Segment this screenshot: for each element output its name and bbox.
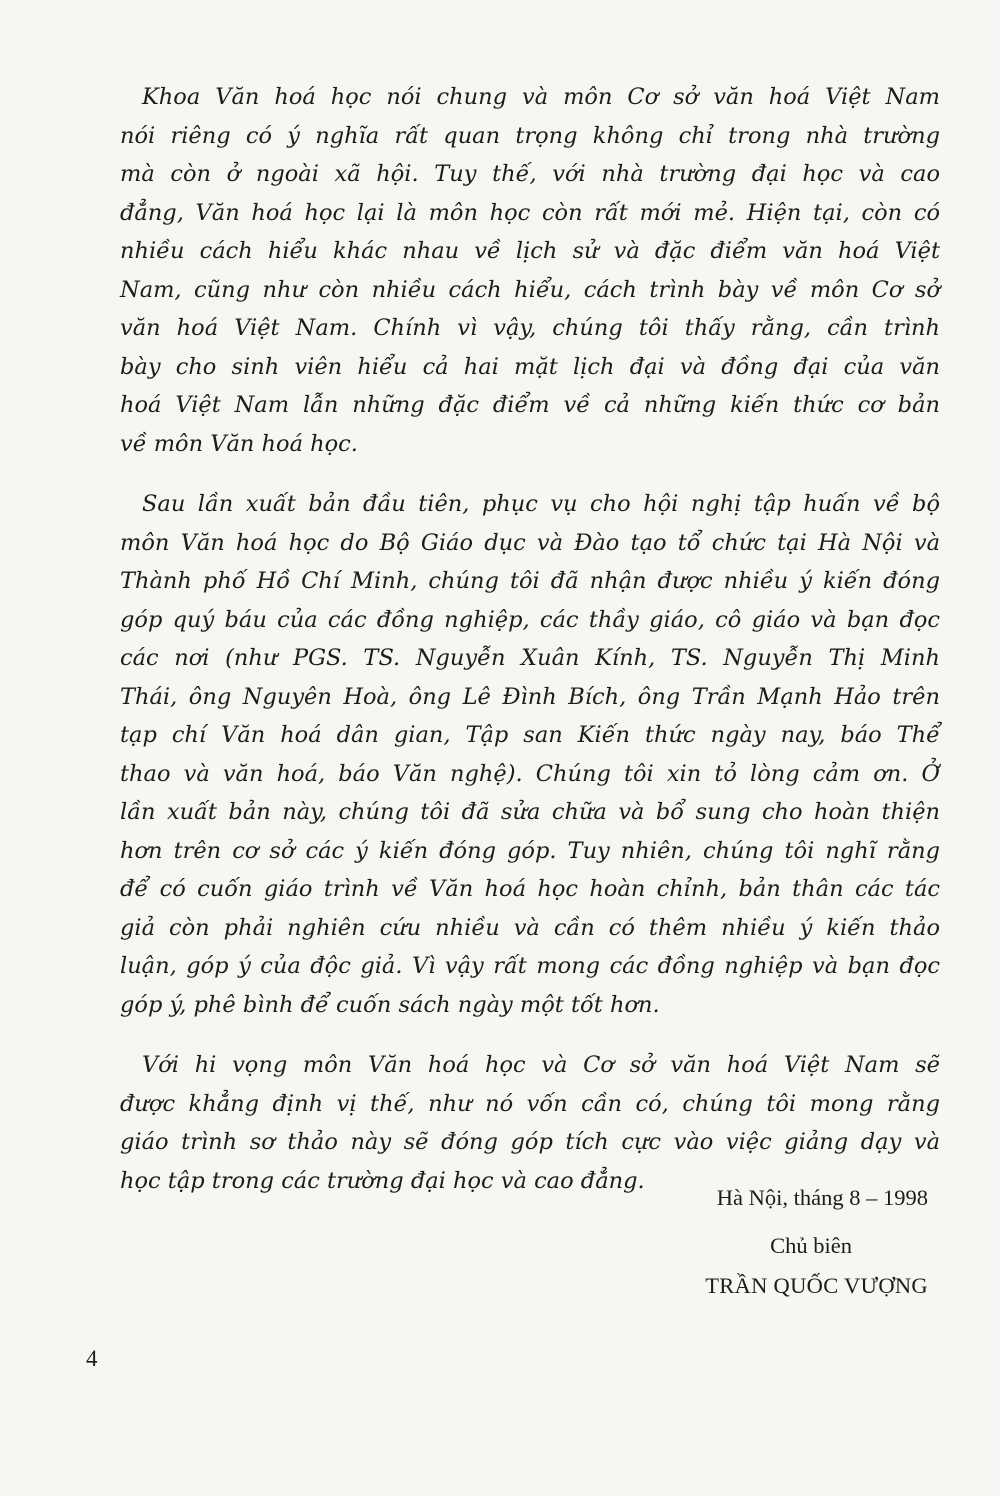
text-line: về môn Văn hoá học. xyxy=(120,430,358,457)
text-line: môn Văn hoá học do Bộ Giáo dục và Đào tạo tổ chức tại Hà Nội và xyxy=(120,529,940,556)
text-line: hoá Việt Nam lẫn những đặc điểm về cả những kiến thức cơ bản xyxy=(120,392,940,418)
paragraph-3 xyxy=(120,1046,940,1200)
signoff-role: Chủ biên xyxy=(770,1233,852,1258)
text-line: các nơi (như PGS. TS. Nguyễn Xuân Kính, TS. Nguyễn Thị Minh xyxy=(120,645,940,671)
text-line: giáo trình sơ thảo này sẽ đóng góp tích cực vào việc giảng dạy và xyxy=(120,1129,940,1155)
text-line: nói riêng có ý nghĩa rất quan trọng không chỉ trong nhà trường xyxy=(120,122,940,149)
text-line: Nam, cũng như còn nhiều cách hiểu, cách trình bày về môn Cơ sở xyxy=(120,276,940,303)
text-line: góp ý, phê bình để cuốn sách ngày một tốt hơn. xyxy=(120,991,660,1018)
text-line: Khoa Văn hoá học nói chung và môn Cơ sở văn hoá Việt Nam xyxy=(142,84,940,110)
text-line: luận, góp ý của độc giả. Vì vậy rất mong các đồng nghiệp và bạn đọc xyxy=(120,953,940,979)
text-line: Thái, ông Nguyên Hoà, ông Lê Đình Bích, ông Trần Mạnh Hảo trên xyxy=(120,683,940,710)
text-line: bày cho sinh viên hiểu cả hai mặt lịch đại và đồng đại của văn xyxy=(120,353,940,380)
text-line: thao và văn hoá, báo Văn nghệ). Chúng tôi xin tỏ lòng cảm ơn. Ở xyxy=(120,760,940,787)
text-line: mà còn ở ngoài xã hội. Tuy thế, với nhà trường đại học và cao xyxy=(120,161,940,187)
text-line: giả còn phải nghiên cứu nhiều và cần có thêm nhiều ý kiến thảo xyxy=(120,914,940,941)
text-line: hơn trên cơ sở các ý kiến đóng góp. Tuy nhiên, chúng tôi nghĩ rằng xyxy=(120,837,940,864)
text-line: Thành phố Hồ Chí Minh, chúng tôi đã nhận được nhiều ý kiến đóng xyxy=(120,568,940,594)
paragraph-1 xyxy=(120,78,940,463)
text-line: đẳng, Văn hoá học lại là môn học còn rất mới mẻ. Hiện tại, còn có xyxy=(120,199,940,226)
text-line: lần xuất bản này, chúng tôi đã sửa chữa và bổ sung cho hoàn thiện xyxy=(120,799,940,825)
signoff-author: TRẦN QUỐC VƯỢNG xyxy=(705,1273,928,1298)
text-line: để có cuốn giáo trình về Văn hoá học hoàn chỉnh, bản thân các tác xyxy=(120,876,940,902)
text-line: Với hi vọng môn Văn hoá học và Cơ sở văn hoá Việt Nam sẽ xyxy=(142,1052,940,1078)
page-number: 4 xyxy=(86,1346,98,1371)
body-text xyxy=(120,78,940,1222)
text-line: văn hoá Việt Nam. Chính vì vậy, chúng tôi thấy rằng, cần trình xyxy=(120,315,940,341)
text-line: tạp chí Văn hoá dân gian, Tập san Kiến thức ngày nay, báo Thể xyxy=(120,722,940,748)
paragraph-2 xyxy=(120,485,940,1024)
text-line: được khẳng định vị thế, như nó vốn cần có, chúng tôi mong rằng xyxy=(120,1090,940,1117)
signoff-date: Hà Nội, tháng 8 – 1998 xyxy=(716,1185,928,1210)
text-line: nhiều cách hiểu khác nhau về lịch sử và đặc điểm văn hoá Việt xyxy=(120,238,940,264)
text-line: học tập trong các trường đại học và cao đẳng. xyxy=(120,1167,645,1194)
text-line: Sau lần xuất bản đầu tiên, phục vụ cho hội nghị tập huấn về bộ xyxy=(142,491,940,517)
text-line: góp quý báu của các đồng nghiệp, các thầy giáo, cô giáo và bạn đọc xyxy=(120,606,940,633)
